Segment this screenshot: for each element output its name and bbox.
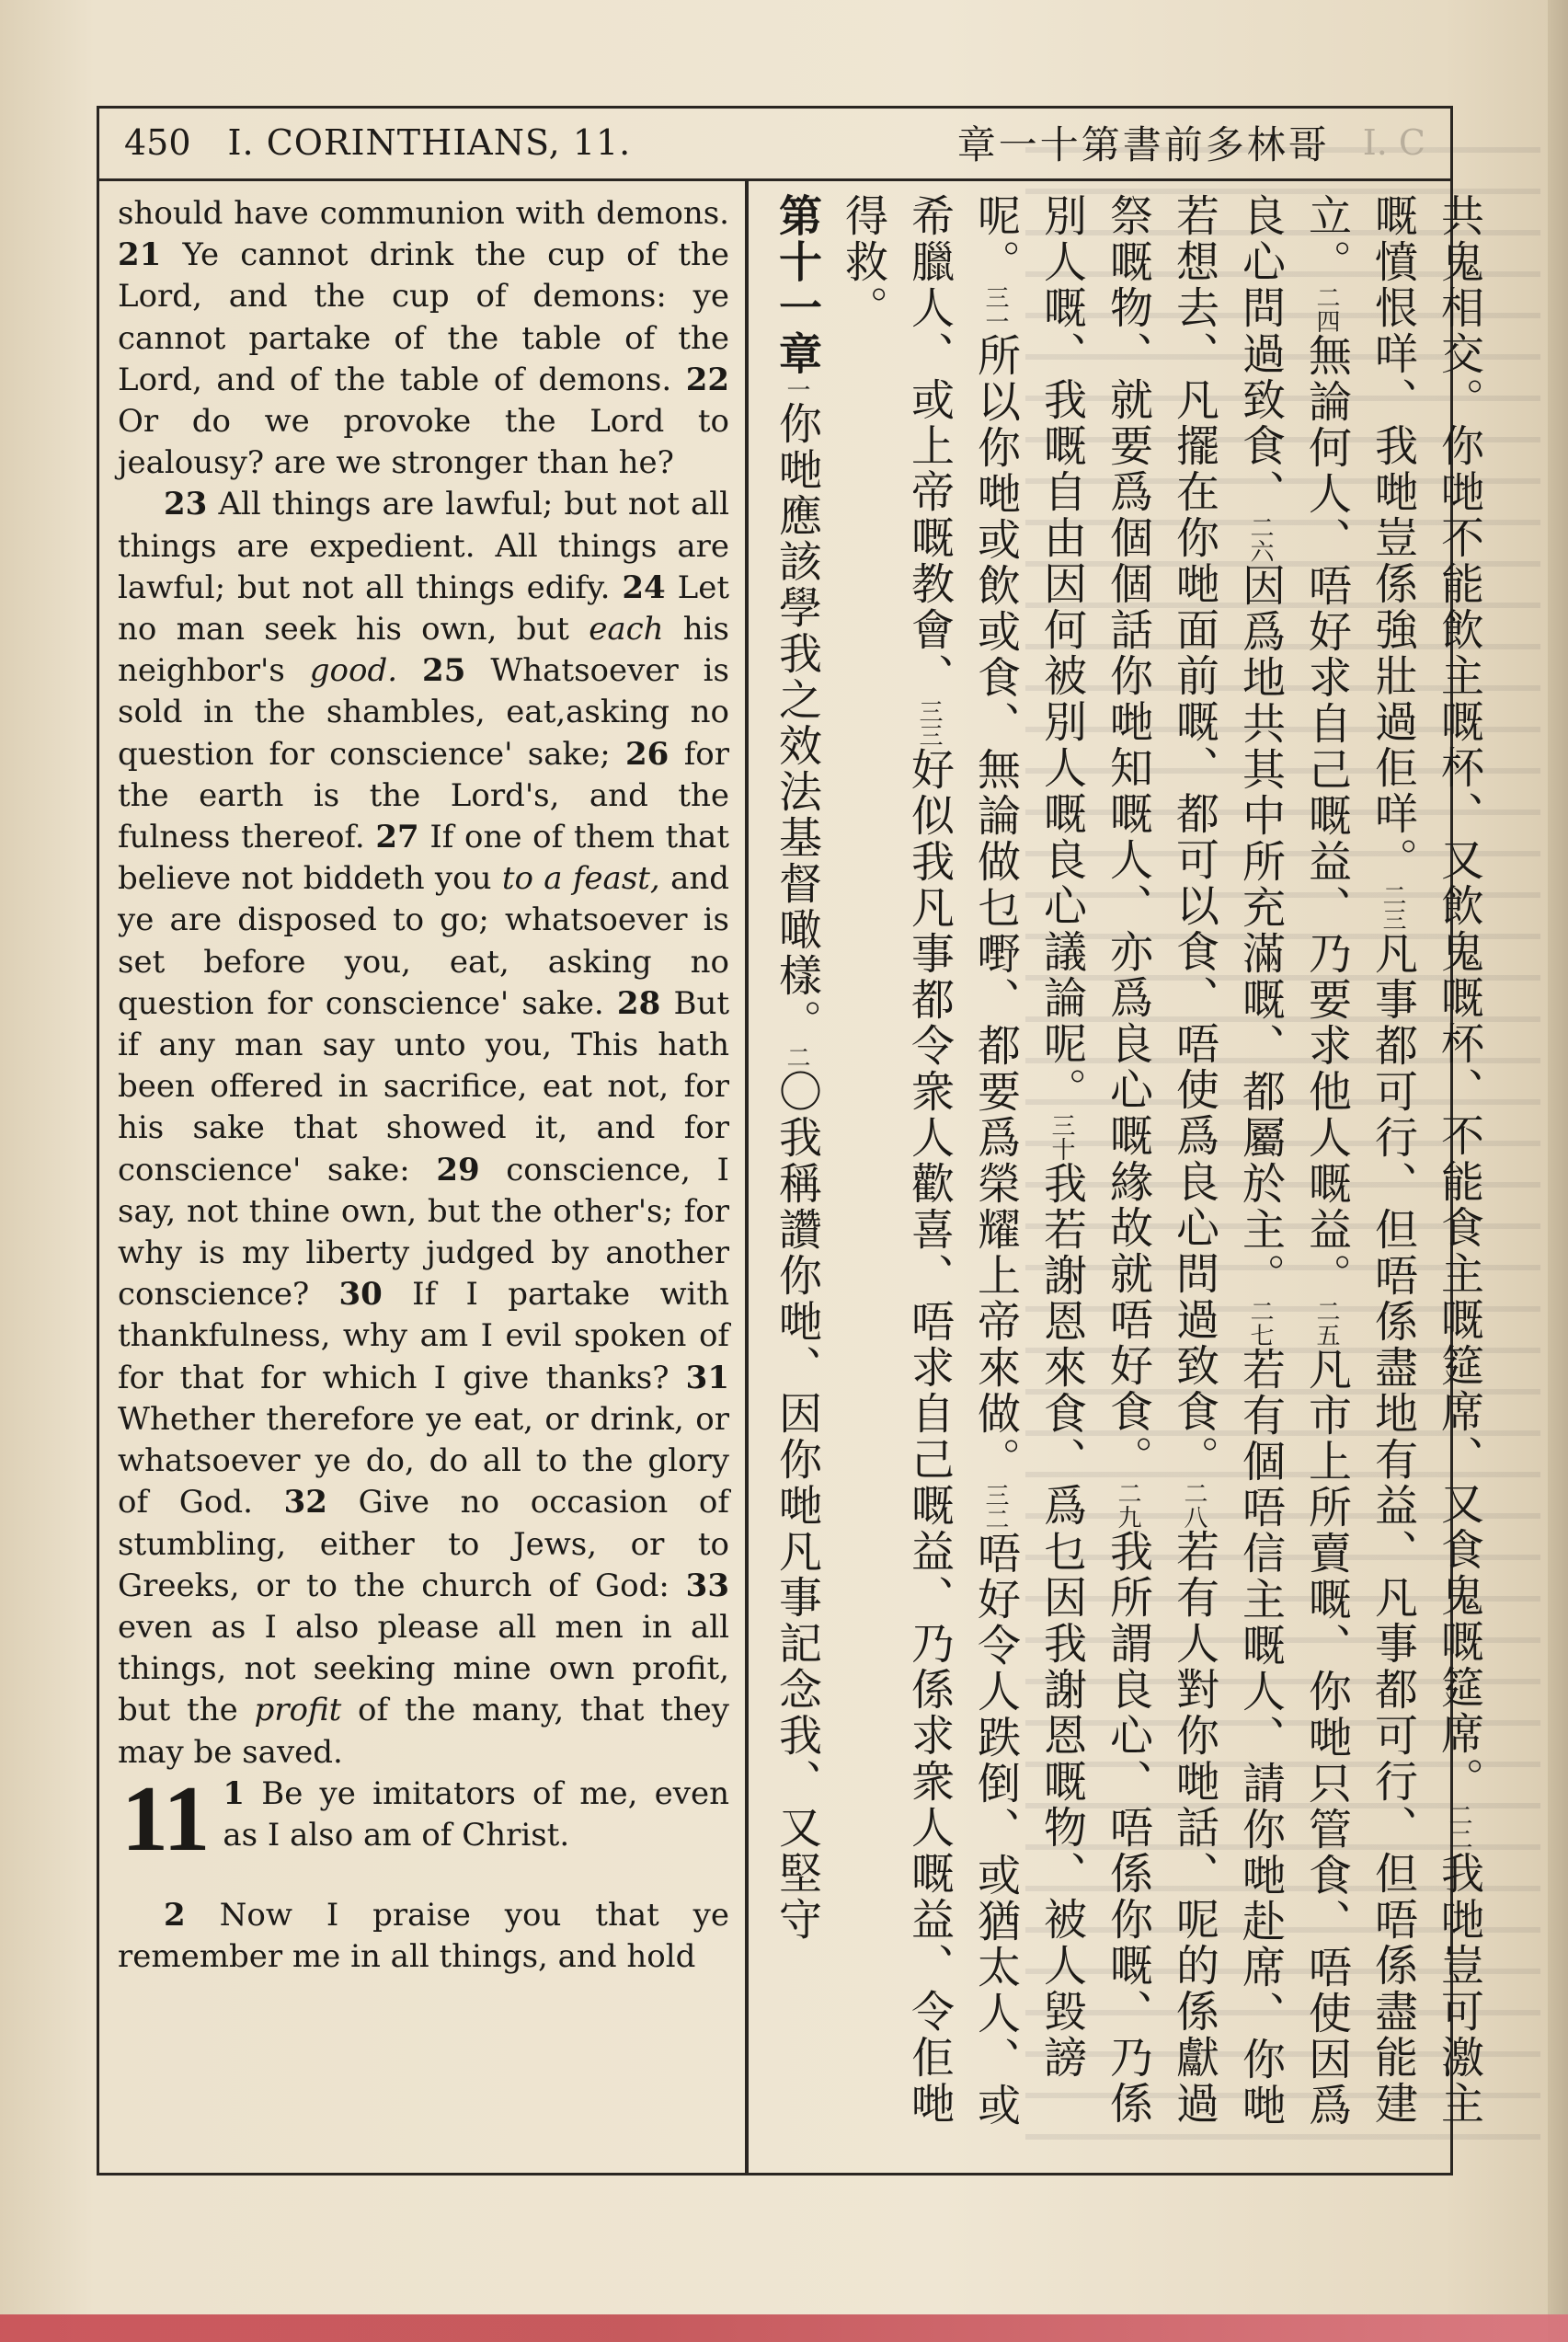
chinese-text xyxy=(763,193,1492,2143)
verse-marker: 二三 xyxy=(1379,883,1406,931)
verse-text: Be ye imitators of me, even as I also am of Christ. xyxy=(223,1774,729,1854)
verse-number: 31 xyxy=(685,1359,729,1396)
verse-text: If I partake with thankfulness, why am I evil spoken of for that for which I give thanks? xyxy=(118,1276,729,1396)
verse-number: 30 xyxy=(338,1276,383,1314)
chinese-verse: 唔好令人跌倒、或猶太人、或希臘人、或上帝嘅教會、 xyxy=(904,193,1021,2129)
verse-marker: 二二 xyxy=(1445,1803,1472,1851)
verse-text: for the earth is the Lord's, and the fulness thereof. xyxy=(118,735,729,856)
verse-marker: 三三 xyxy=(915,699,943,747)
verse-text: Whether therefore ye eat, or drink, or whatsoever ye do, do all to the glory of God. xyxy=(118,1400,729,1521)
verse-text: conscience, I say, not thine own, but the other's; for why is my liberty judged by another conscience? xyxy=(118,1151,729,1314)
verse-marker: 二九 xyxy=(1114,1481,1141,1529)
chinese-column xyxy=(763,193,1484,2153)
verse-text: and ye are disposed to go; whatsoever is set before you, eat, asking no question for conscience' sake. xyxy=(118,860,730,1022)
english-text-block xyxy=(118,193,729,484)
italic-word: to a feast, xyxy=(501,860,660,898)
chinese-verse: 所以你哋或飲或食、無論做乜嘢、都要爲榮耀上帝來做。 xyxy=(970,333,1021,1483)
verse-text: But if any man say unto you, This hath been offered in sacrifice, eat not, for his sake that showed it, and for conscience' sake: xyxy=(118,984,730,1188)
verse-number: 26 xyxy=(625,735,670,773)
english-paragraph xyxy=(118,1895,729,1978)
chinese-verse: 我若謝恩來食、爲乜因我謝恩嘅物、被人毀謗呢。 xyxy=(970,193,1087,2081)
verse-text: Or do we provoke the Lord to jealousy? are we stronger than he? xyxy=(118,403,729,482)
english-column xyxy=(118,193,729,2153)
verse-number: 22 xyxy=(685,361,730,398)
italic-word: profit xyxy=(254,1692,342,1729)
verse-marker: 三十 xyxy=(1047,1113,1075,1161)
running-header xyxy=(97,106,1453,181)
chinese-verse: 我所謂良心、唔係你嘅、乃係別人嘅、我嘅自由因何被別人嘅良心議論呢。 xyxy=(1036,193,1153,2127)
page-number: 450 xyxy=(124,121,191,163)
chinese-verse: 我哋豈可激主嘅憤恨咩、我哋豈係強壯過佢咩。 xyxy=(1368,193,1484,2127)
chinese-verse: 共鬼相交。你哋不能飲主嘅杯、又飲鬼嘅杯、不能食主嘅筵席、又食鬼嘅筵席。 xyxy=(1434,193,1484,1803)
verse-number: 21 xyxy=(118,236,162,274)
book-cover-edge xyxy=(0,2314,1568,2342)
verse-text: Ye cannot drink the cup of the Lord, and the cup of demons: ye cannot partake of the table of the Lord, and of the table of demons. xyxy=(118,236,729,398)
chinese-verse: 你哋應該學我之效法基督噉樣。 xyxy=(772,401,822,1045)
verse-text: Give no occasion of stumbling, either to Jews, or to Greeks, or to the church of God: xyxy=(118,1484,729,1604)
verse-text: If one of them that believe not biddeth you xyxy=(118,819,729,898)
verse-text: Whatsoever is sold in the shambles, eat,asking no question for conscience' sake; xyxy=(118,652,729,773)
chinese-book-title: 章一十第書前多林哥 xyxy=(956,121,1330,167)
verse-text: his neighbor's xyxy=(118,611,729,690)
chinese-verse: 凡事都可行、但唔係盡地有益、凡事都可行、但唔係盡能建立。 xyxy=(1301,193,1418,2127)
verse-text: Let no man seek his own, but xyxy=(118,568,730,649)
verse-number: 25 xyxy=(422,652,466,690)
verse-number: 28 xyxy=(616,984,661,1022)
verse-number: 29 xyxy=(436,1151,480,1188)
verse-marker: 二八 xyxy=(1180,1481,1207,1529)
verse-marker: 三二 xyxy=(981,1483,1009,1531)
verse-text: even as I also please all men in all things, not seeking mine own profit, but the xyxy=(118,1608,729,1729)
chinese-verse: 凡市上所賣嘅、你哋只管食、唔使因爲良心問過致食、 xyxy=(1235,193,1352,2129)
verse-marker: 二七 xyxy=(1246,1299,1274,1347)
chapter-start xyxy=(118,1766,729,1871)
verse-number: 32 xyxy=(283,1484,327,1521)
chinese-verse: 因爲地共其中所充滿嘅、都屬於主。 xyxy=(1235,563,1286,1299)
verse-number: 2 xyxy=(164,1897,186,1934)
chinese-verse: 若有人對你哋話、呢的係獻過祭嘅物、就要爲個個話你哋知嘅人、亦爲良心嘅緣故就唔好食。 xyxy=(1103,193,1219,2127)
verse-text: Now I praise you that ye remember me in all things, and hold xyxy=(118,1897,730,1976)
verse-text: All things are lawful; but not all things are expedient. All things are lawful; but not all things edify. xyxy=(118,486,729,606)
chapter-heading: 第十一章 xyxy=(772,193,822,377)
verse-number: 27 xyxy=(375,819,419,856)
verse-marker: 二六 xyxy=(1246,515,1274,563)
verse-marker: 三一 xyxy=(981,285,1009,333)
faded-mark: I. C xyxy=(1362,121,1425,163)
chapter-number: 11 xyxy=(121,1766,211,1871)
verse-marker: 一 xyxy=(783,377,810,401)
verse-number: 33 xyxy=(685,1567,729,1604)
chinese-verse: 無論何人、唔好求自己嘅益、乃要求他人嘅益。 xyxy=(1301,333,1352,1299)
verse-marker: 二四 xyxy=(1312,285,1340,333)
english-paragraph xyxy=(118,484,729,1773)
column-divider xyxy=(745,181,749,2176)
chinese-verse: 〇我稱讚你哋、因你哋凡事記念我、又堅守 xyxy=(772,1069,822,1943)
book-title: I. CORINTHIANS, 11. xyxy=(227,121,632,163)
verse-marker: 二 xyxy=(783,1045,810,1069)
page-edge xyxy=(1548,0,1568,2342)
chinese-verse: 若有個唔信主嘅人、請你哋赴席、你哋若想去、凡擺在你哋面前嘅、都可以食、唔使爲良心問過致食。 xyxy=(1169,193,1286,2129)
verse-number: 1 xyxy=(223,1774,246,1812)
verse-number: 23 xyxy=(164,486,208,523)
italic-word: each xyxy=(589,611,664,649)
verse-text: of the many, that they may be saved. xyxy=(118,1692,729,1771)
italic-word: good. xyxy=(309,652,398,690)
verse-text: should have communion with demons. xyxy=(118,195,729,232)
verse-number: 24 xyxy=(622,568,666,606)
verse-marker: 二五 xyxy=(1312,1299,1340,1347)
chinese-verse: 好似我凡事都令衆人歡喜、唔求自己嘅益、乃係求衆人嘅益、令佢哋得救。 xyxy=(838,193,955,2127)
